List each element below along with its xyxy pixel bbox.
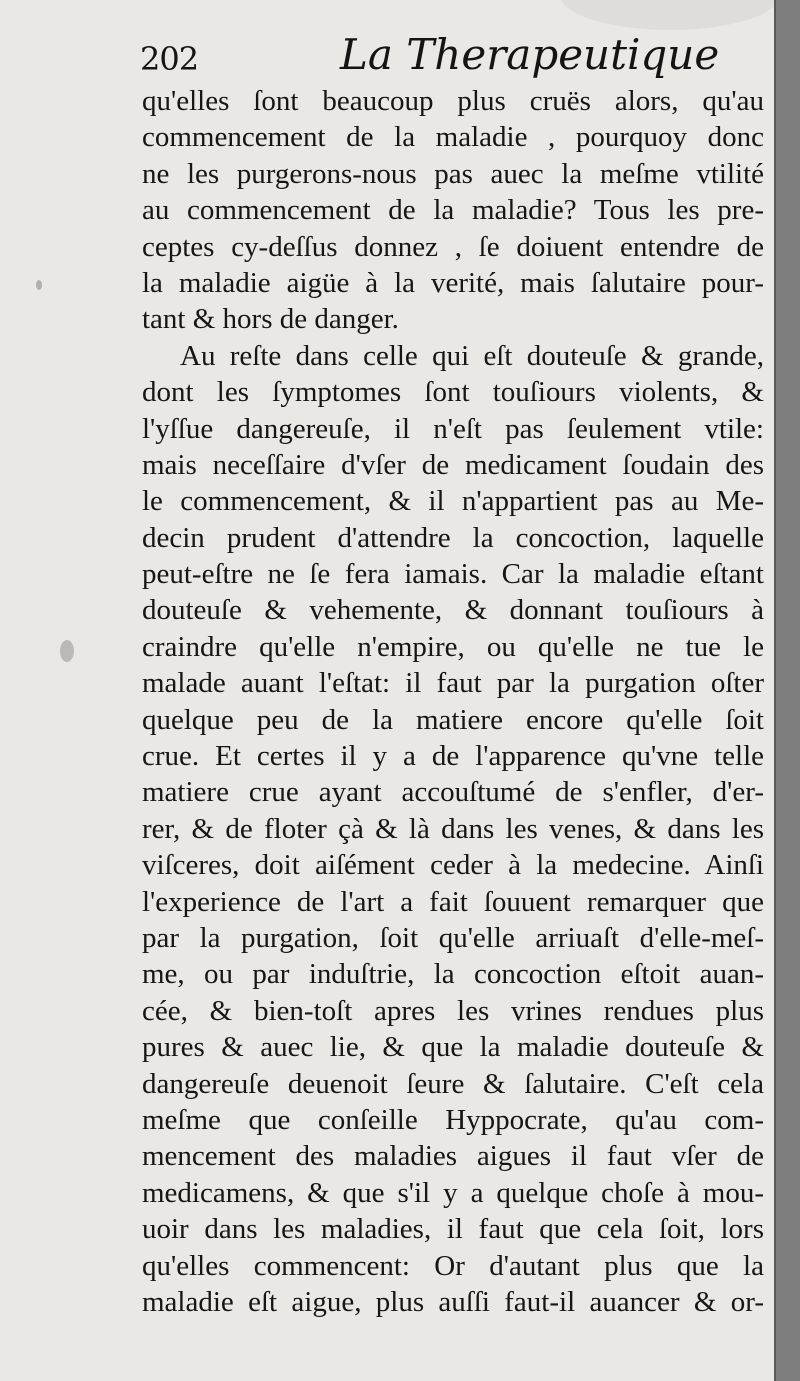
text-line: uoir dans les maladies, il faut que cela ſoit, lors	[142, 1213, 764, 1246]
text-line: ne les purgerons-nous pas auec la meſme vtilité	[142, 157, 764, 190]
text-line: dont les ſymptomes ſont touſiours violents, &	[142, 376, 764, 409]
text-line: rer, & de floter çà & là dans les venes, & dans les	[142, 812, 764, 845]
text-line: ceptes cy-deſſus donnez , ſe doiuent entendre de	[142, 230, 764, 263]
text-line: viſceres, doit aiſément ceder à la medecine. Ainſi	[142, 849, 764, 882]
running-title: La Therapeutique	[340, 30, 720, 79]
text-line: maladie eſt aigue, plus auſſi faut-il auancer & or-	[142, 1285, 764, 1318]
text-line: quelque peu de la matiere encore qu'elle ſoit	[142, 703, 764, 736]
text-line: qu'elles ſont beaucoup plus cruës alors, qu'au	[142, 85, 764, 117]
text-line: medicamens, & que s'il y a quelque choſe à mou-	[142, 1176, 764, 1209]
text-line: peut-eſtre ne ſe fera iamais. Car la maladie eſtant	[142, 558, 764, 591]
text-line: crue. Et certes il y a de l'apparence qu'vne telle	[142, 740, 764, 773]
text-line: douteuſe & vehemente, & donnant touſiours à	[142, 594, 764, 627]
text-line: par la purgation, ſoit qu'elle arriuaſt d'elle-meſ-	[142, 921, 764, 954]
paper-stain	[560, 0, 776, 30]
text-line: craindre qu'elle n'empire, ou qu'elle ne tue le	[142, 630, 764, 663]
text-line: tant & hors de danger.	[142, 303, 399, 336]
page-number: 202	[140, 40, 199, 78]
text-line: la maladie aigüe à la verité, mais ſalutaire pour-	[142, 266, 764, 299]
text-line: pures & auec lie, & que la maladie douteuſe &	[142, 1031, 764, 1064]
text-line: le commencement, & il n'appartient pas au Me-	[142, 485, 764, 518]
text-line: mais neceſſaire d'vſer de medicament ſoudain des	[142, 448, 764, 481]
text-line: l'experience de l'art a fait ſouuent remarquer que	[142, 885, 764, 918]
text-line: meſme que conſeille Hyppocrate, qu'au com-	[142, 1103, 764, 1136]
text-line: matiere crue ayant accouſtumé de s'enfler, d'er-	[142, 776, 764, 809]
body-text	[142, 83, 764, 1320]
text-line: commencement de la maladie , pourquoy donc	[142, 121, 764, 154]
text-line: cée, & bien-toſt apres les vrines rendues plus	[142, 994, 764, 1027]
text-line: l'yſſue dangereuſe, il n'eſt pas ſeulement vtile:	[142, 412, 764, 445]
paper-stain	[36, 280, 42, 290]
text-line: qu'elles commencent: Or d'autant plus que la	[142, 1249, 764, 1282]
paper-stain	[60, 640, 74, 662]
book-gutter	[774, 0, 800, 1381]
paragraph-start-line: Au reſte dans celle qui eſt douteuſe & grande,	[180, 339, 764, 372]
text-line: me, ou par induſtrie, la concoction eſtoit auan-	[142, 958, 764, 991]
text-line: decin prudent d'attendre la concoction, laquelle	[142, 521, 764, 554]
text-line: au commencement de la maladie? Tous les pre-	[142, 194, 764, 227]
text-line: malade auant l'eſtat: il faut par la purgation oſter	[142, 667, 764, 700]
text-line: mencement des maladies aigues il faut vſer de	[142, 1140, 764, 1173]
running-head	[140, 28, 720, 88]
text-line: dangereuſe deuenoit ſeure & ſalutaire. C'eſt cela	[142, 1067, 764, 1100]
